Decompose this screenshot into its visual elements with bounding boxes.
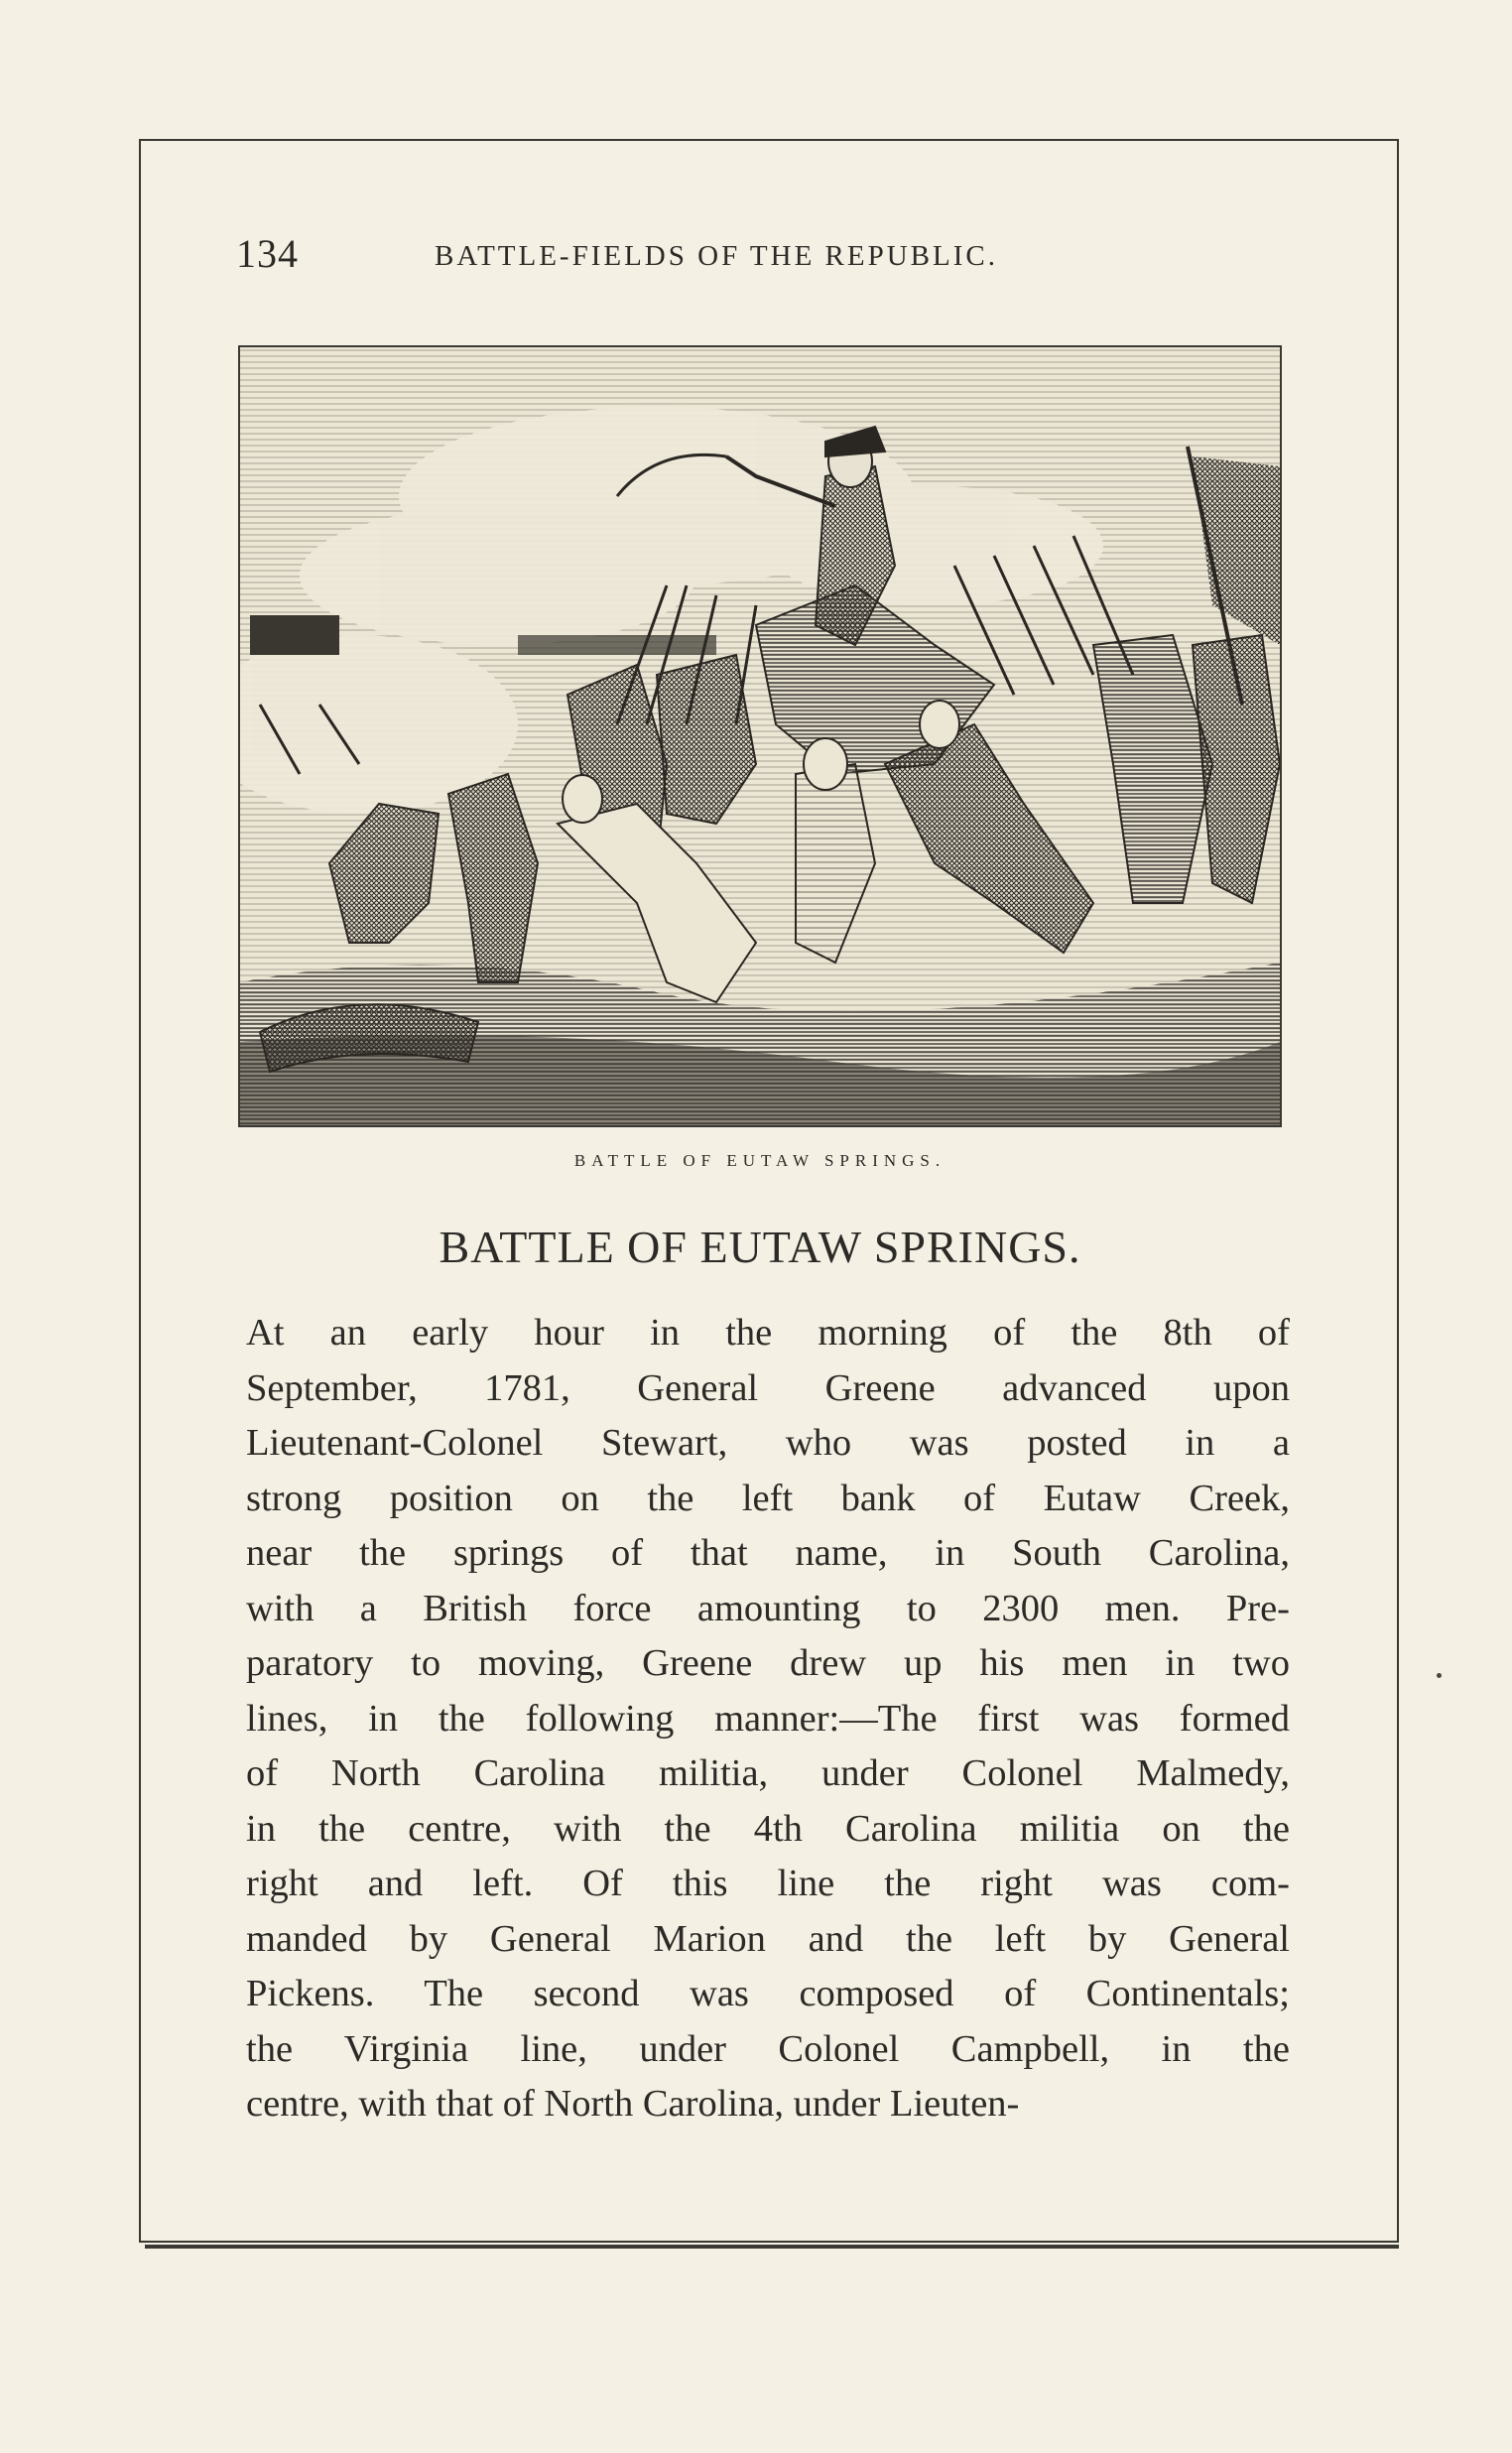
body-line: in the centre, with the 4th Carolina militia on the [246,1807,1290,1850]
running-title: BATTLE-FIELDS OF THE REPUBLIC. [435,240,998,272]
body-line: At an early hour in the morning of the 8th of [246,1312,1290,1354]
body-line: near the springs of that name, in South Carolina, [246,1532,1290,1574]
running-head [236,230,1278,290]
page-border-bottom-rule [145,2245,1399,2249]
body-line: of North Carolina militia, under Colonel Malmedy, [246,1752,1290,1794]
body-line: with a British force amounting to 2300 men. Pre- [246,1587,1290,1629]
section-heading: BATTLE OF EUTAW SPRINGS. [439,1222,1081,1272]
body-line: centre, with that of North Carolina, under Lieuten- [246,2083,1020,2125]
body-line: manded by General Marion and the left by General [246,1917,1290,1960]
body-line: strong position on the left bank of Eutaw Creek, [246,1477,1290,1519]
body-line: Pickens. The second was composed of Continentals; [246,1973,1290,2014]
page-number: 134 [236,231,299,276]
body-line: Lieutenant-Colonel Stewart, who was posted in a [246,1422,1290,1464]
illustration-caption: BATTLE OF EUTAW SPRINGS. [573,1151,946,1170]
paper-speck [1437,1673,1442,1678]
battle-engraving [238,345,1282,1127]
body-line: September, 1781, General Greene advanced upon [246,1366,1290,1409]
body-line: paratory to moving, Greene drew up his men in two [246,1642,1290,1684]
body-line: right and left. Of this line the right was com- [246,1863,1290,1904]
body-line: the Virginia line, under Colonel Campbell, in the [246,2027,1290,2070]
body-paragraph [246,1306,1290,2132]
body-line: lines, in the following manner:—The first was formed [246,1697,1290,1740]
